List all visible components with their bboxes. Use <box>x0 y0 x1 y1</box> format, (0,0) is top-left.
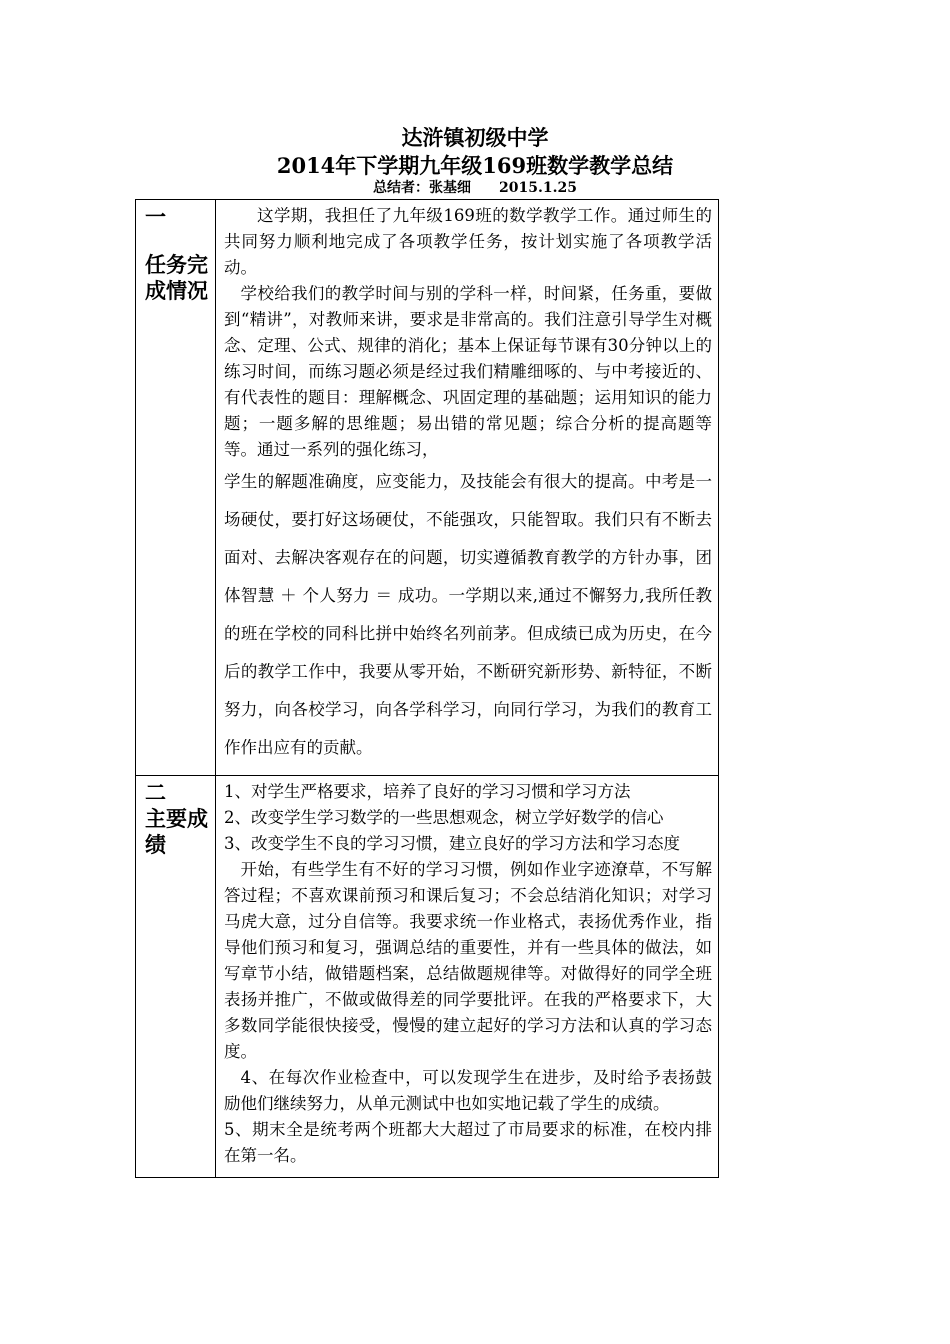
section-number: 二 <box>145 780 166 805</box>
paragraph: 学校给我们的教学时间与别的学科一样，时间紧，任务重，要做到“精讲”，对教师来讲，要求是非常高的。我们注意引导学生对概念、定理、公式、规律的消化；基本上保证每节课有30分钟以上的练习时间，而练习题必须是经过我们精雕细啄的、与中考接近的、有代表性的题目：理解概念、巩固定理的基础题；运用知识的能力题；一题多解的思维题；易出错的常见题；综合分析的提高题等等。通过一系列的强化练习， <box>224 284 712 459</box>
section-label-cell <box>136 776 216 1178</box>
section-content <box>216 776 719 1178</box>
summary-table <box>135 199 719 1178</box>
summary-date: 2015.1.25 <box>499 180 577 196</box>
list-item: 2、改变学生学习数学的一些思想观念，树立学好数学的信心 <box>224 808 664 827</box>
school-name: 达浒镇初级中学 <box>401 125 549 150</box>
paragraph: 学生的解题准确度，应变能力，及技能会有很大的提高。中考是一场硬仗，要打好这场硬仗，不能强攻，只能智取。我们只有不断去面对、去解决客观存在的问题，切实遵循教育教学的方针办事，团体智慧 ＋ 个人努力 ＝ 成功。一学期以来,通过不懈努力,我所任教的班在学校的同科比拼中始终名列前茅。但成绩已成为历史，在今后的教学工作中，我要从零开始，不断研究新形势、新特征，不断努力，向各校学习，向各学科学习，向同行学习，为我们的教育工作作出应有的贡献。 <box>224 472 712 757</box>
list-item: 5、期末全是统考两个班都大大超过了市局要求的标准，在校内排在第一名。 <box>224 1120 712 1165</box>
section-label-cell <box>136 200 216 776</box>
section-row-achievements <box>136 776 719 1178</box>
document-title: 2014年下学期九年级169班数学教学总结 <box>276 153 674 178</box>
author-line <box>0 177 950 197</box>
section-number: 一 <box>145 204 166 229</box>
list-item: 4、在每次作业检查中，可以发现学生在进步，及时给予表扬鼓励他们继续努力，从单元测试中也如实地记载了学生的成绩。 <box>224 1068 712 1113</box>
list-item: 3、改变学生不良的学习习惯，建立良好的学习方法和学习态度 <box>224 834 680 853</box>
paragraph: 开始，有些学生有不好的学习习惯，例如作业字迹潦草，不写解答过程；不喜欢课前预习和课后复习；不会总结消化知识；对学习马虎大意，过分自信等。我要求统一作业格式，表扬优秀作业，指导他们预习和复习，强调总结的重要性，并有一些具体的做法，如写章节小结，做错题档案，总结做题规律等。对做得好的同学全班表扬并推广，不做或做得差的同学要批评。在我的严格要求下，大多数同学能很快接受，慢慢的建立起好的学习方法和认真的学习态度。 <box>224 860 712 1061</box>
section-heading: 任务完成情况 <box>145 252 208 303</box>
section-heading: 主要成绩 <box>145 806 208 857</box>
paragraph: 这学期，我担任了九年级169班的数学教学工作。通过师生的共同努力顺利地完成了各项教学任务，按计划实施了各项教学活动。 <box>224 206 712 277</box>
section-row-tasks <box>136 200 719 776</box>
author-label: 总结者：张基细 <box>373 180 472 196</box>
section-content <box>216 200 719 776</box>
list-item: 1、对学生严格要求，培养了良好的学习习惯和学习方法 <box>224 782 631 801</box>
